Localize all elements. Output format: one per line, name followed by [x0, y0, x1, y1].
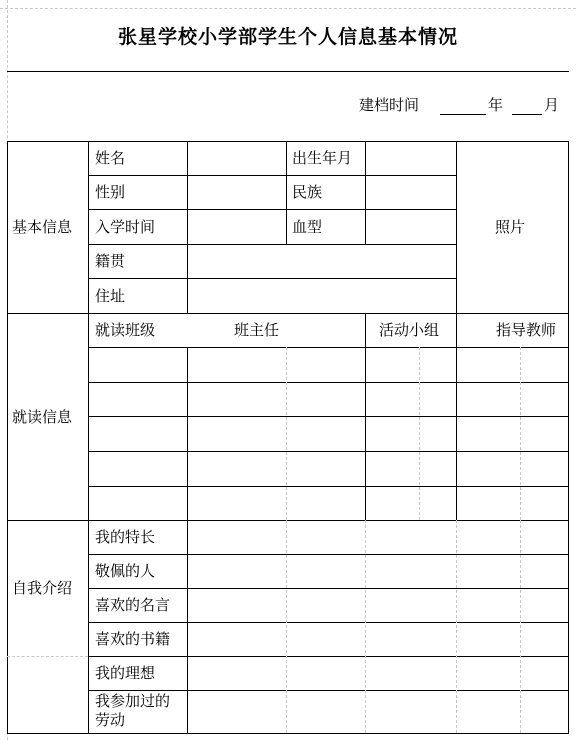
section-label-basic: 基本信息 — [12, 218, 73, 236]
study-row-1[interactable] — [89, 348, 568, 382]
study-row-2[interactable] — [89, 383, 568, 416]
title-divider — [7, 71, 569, 72]
page-title: 张星学校小学部学生个人信息基本情况 — [117, 26, 458, 48]
header-class: 就读班级 — [95, 321, 156, 339]
favorite-books-field[interactable] — [188, 623, 568, 656]
section-label-study: 就读信息 — [12, 408, 73, 426]
header-teacher: 班主任 — [234, 321, 280, 339]
study-row-3[interactable] — [89, 417, 568, 451]
admired-person-field[interactable] — [188, 555, 568, 588]
enroll-date-field[interactable] — [188, 210, 286, 244]
intro-item-quote: 喜欢的名言 — [95, 596, 171, 614]
header-group: 活动小组 — [379, 321, 440, 339]
section-label-intro: 自我介绍 — [12, 579, 73, 597]
year-blank[interactable] — [440, 114, 486, 115]
birth-field[interactable] — [366, 142, 456, 175]
field-label-origin: 籍贯 — [95, 252, 126, 270]
dream-field[interactable] — [188, 657, 568, 690]
favorite-quote-field[interactable] — [188, 589, 568, 622]
intro-item-dream: 我的理想 — [95, 664, 156, 682]
intro-item-admired: 敬佩的人 — [95, 562, 156, 580]
header-advisor: 指导教师 — [496, 321, 557, 339]
intro-item-labor: 我参加过的劳动 — [95, 692, 171, 729]
field-label-address: 住址 — [95, 287, 126, 305]
labor-field[interactable] — [188, 691, 568, 733]
year-label: 年 — [488, 96, 504, 114]
field-label-gender: 性别 — [95, 183, 126, 201]
specialty-field[interactable] — [188, 521, 568, 554]
gender-field[interactable] — [188, 176, 286, 209]
ethnicity-field[interactable] — [366, 176, 456, 209]
study-row-4[interactable] — [89, 452, 568, 486]
field-label-name: 姓名 — [95, 149, 126, 167]
month-label: 月 — [544, 96, 560, 114]
date-label: 建档时间 — [359, 96, 420, 114]
month-blank[interactable] — [512, 114, 542, 115]
blood-type-field[interactable] — [366, 210, 456, 244]
name-field[interactable] — [188, 142, 286, 175]
origin-field[interactable] — [188, 245, 456, 278]
photo-label: 照片 — [495, 218, 526, 236]
study-row-5[interactable] — [89, 487, 568, 520]
field-label-blood: 血型 — [292, 218, 323, 236]
photo-area[interactable] — [457, 142, 568, 313]
field-label-enroll: 入学时间 — [95, 218, 156, 236]
intro-item-books: 喜欢的书籍 — [95, 630, 171, 648]
intro-item-specialty: 我的特长 — [95, 528, 156, 546]
field-label-ethnicity: 民族 — [292, 183, 323, 201]
address-field[interactable] — [188, 279, 456, 313]
field-label-birth: 出生年月 — [292, 149, 353, 167]
